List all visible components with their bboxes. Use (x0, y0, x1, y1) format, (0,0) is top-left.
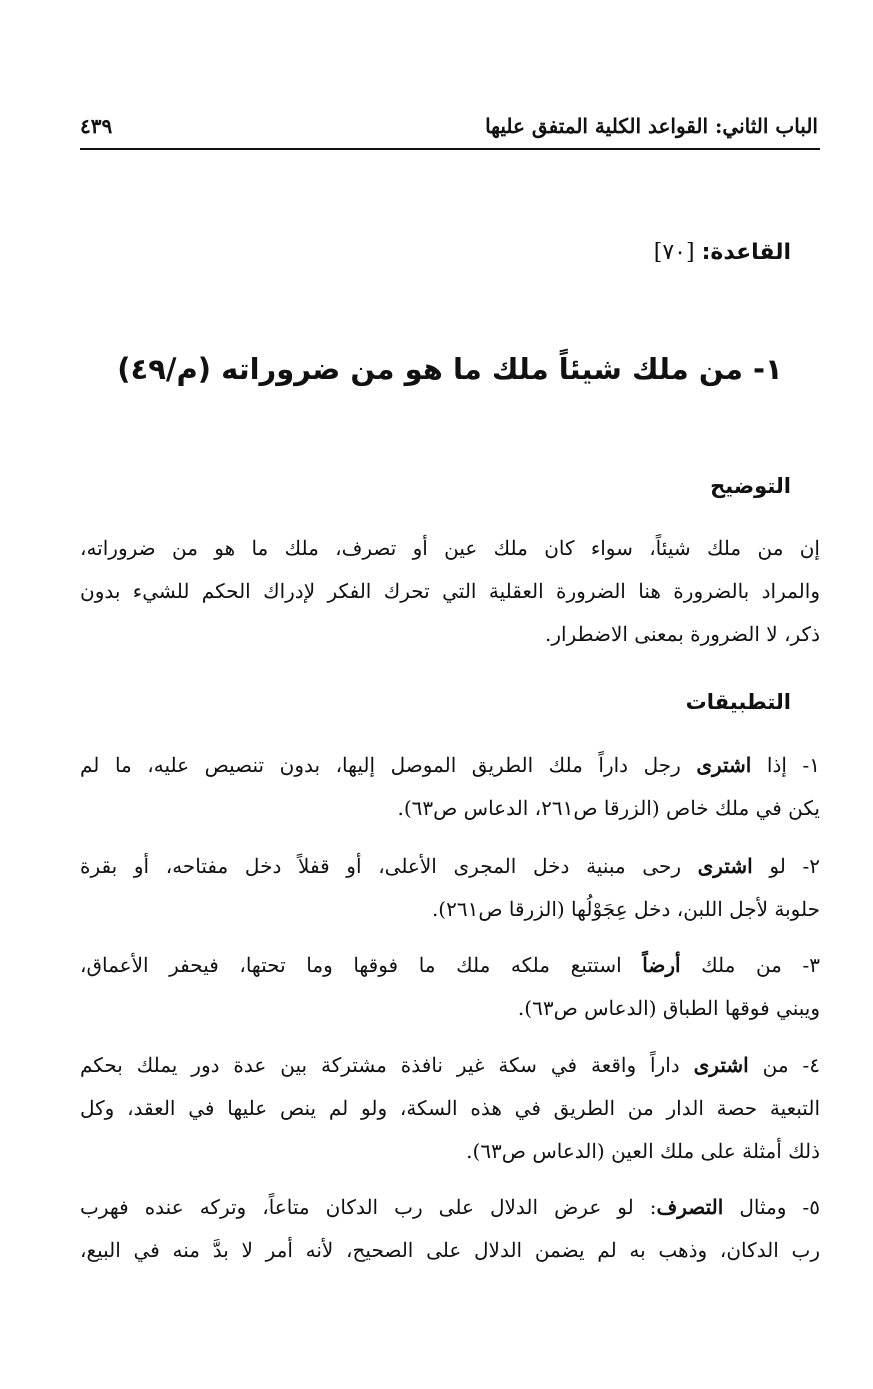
application-keyword: اشترى (696, 753, 752, 777)
rule-label-word: القاعدة: (701, 240, 791, 265)
application-item-1 (80, 744, 820, 830)
application-item-5 (80, 1186, 820, 1272)
application-item-2 (80, 845, 820, 931)
application-text: داراً واقعة في سكة غير نافذة مشتركة بين عدة دور يملك بحكم (80, 1053, 694, 1077)
application-text: رحى مبنية دخل المجرى الأعلى، أو قفلاً دخل مفتاحه، أو بقرة (80, 854, 698, 878)
application-text: رجل داراً ملك الطريق الموصل إليها، بدون تنصيص عليه، ما لم (80, 753, 697, 777)
explanation-line: إن من ملك شيئاً، سواء كان ملك عين أو تصرف، ملك ما هو من ضروراته، (80, 536, 820, 560)
chapter-title: الباب الثاني: القواعد الكلية المتفق عليها (485, 114, 818, 138)
application-line (80, 1044, 820, 1087)
application-item-3 (80, 944, 820, 1030)
explanation-line: والمراد بالضرورة هنا الضرورة العقلية التي تحرك الفكر لإدراك الحكم للشيء بدون (80, 579, 820, 603)
application-line: التبعية حصة الدار من الطريق في هذه السكة، ولو لم ينص عليها في العقد، وكل (80, 1096, 820, 1120)
application-line: ذلك أمثلة على ملك العين (الدعاس ص٦٣). (466, 1139, 820, 1163)
application-line (80, 744, 820, 787)
application-prefix: ٥- ومثال (723, 1195, 820, 1219)
application-prefix: ٢- لو (752, 854, 820, 878)
application-keyword: أرضاً (642, 953, 681, 977)
application-prefix: ٣- من ملك (680, 953, 820, 977)
application-line: حلوبة لأجل اللبن، دخل عِجَوْلُها (الزرقا ص٢٦١). (431, 897, 820, 921)
application-line: ويبني فوقها الطباق (الدعاس ص٦٣). (517, 996, 820, 1020)
application-item-4 (80, 1044, 820, 1173)
application-line (80, 845, 820, 888)
application-keyword: اشترى (693, 1053, 749, 1077)
applications-heading: التطبيقات (685, 690, 791, 714)
page-header (80, 104, 820, 150)
explanation-line: ذكر، لا الضرورة بمعنى الاضطرار. (544, 622, 820, 646)
application-line: يكن في ملك خاص (الزرقا ص٢٦١، الدعاس ص٦٣). (397, 796, 820, 820)
application-keyword: اشترى (697, 854, 753, 878)
explanation-heading: التوضيح (710, 474, 791, 498)
application-line (80, 944, 820, 987)
application-prefix: ١- إذا (751, 753, 820, 777)
explanation-paragraph (80, 527, 820, 656)
rule-number: [٧٠] (653, 240, 695, 265)
application-text: استتبع ملكه ملك ما فوقها وما تحتها، فيحفر الأعماق، (80, 953, 643, 977)
rule-title: ١- من ملك شيئاً ملك ما هو من ضروراته (م/٤٩) (117, 352, 783, 386)
application-line (80, 1186, 820, 1229)
rule-label (654, 240, 791, 265)
page-number: ٤٣٩ (80, 114, 113, 138)
application-line: رب الدكان، وذهب به لم يضمن الدلال على الصحيح، لأنه أمر لا بدَّ منه في البيع، (80, 1238, 820, 1262)
application-prefix: ٤- من (748, 1053, 820, 1077)
application-text: : لو عرض الدلال على رب الدكان متاعاً، وتركه عنده فهرب (80, 1195, 657, 1219)
application-keyword: التصرف (656, 1195, 724, 1219)
